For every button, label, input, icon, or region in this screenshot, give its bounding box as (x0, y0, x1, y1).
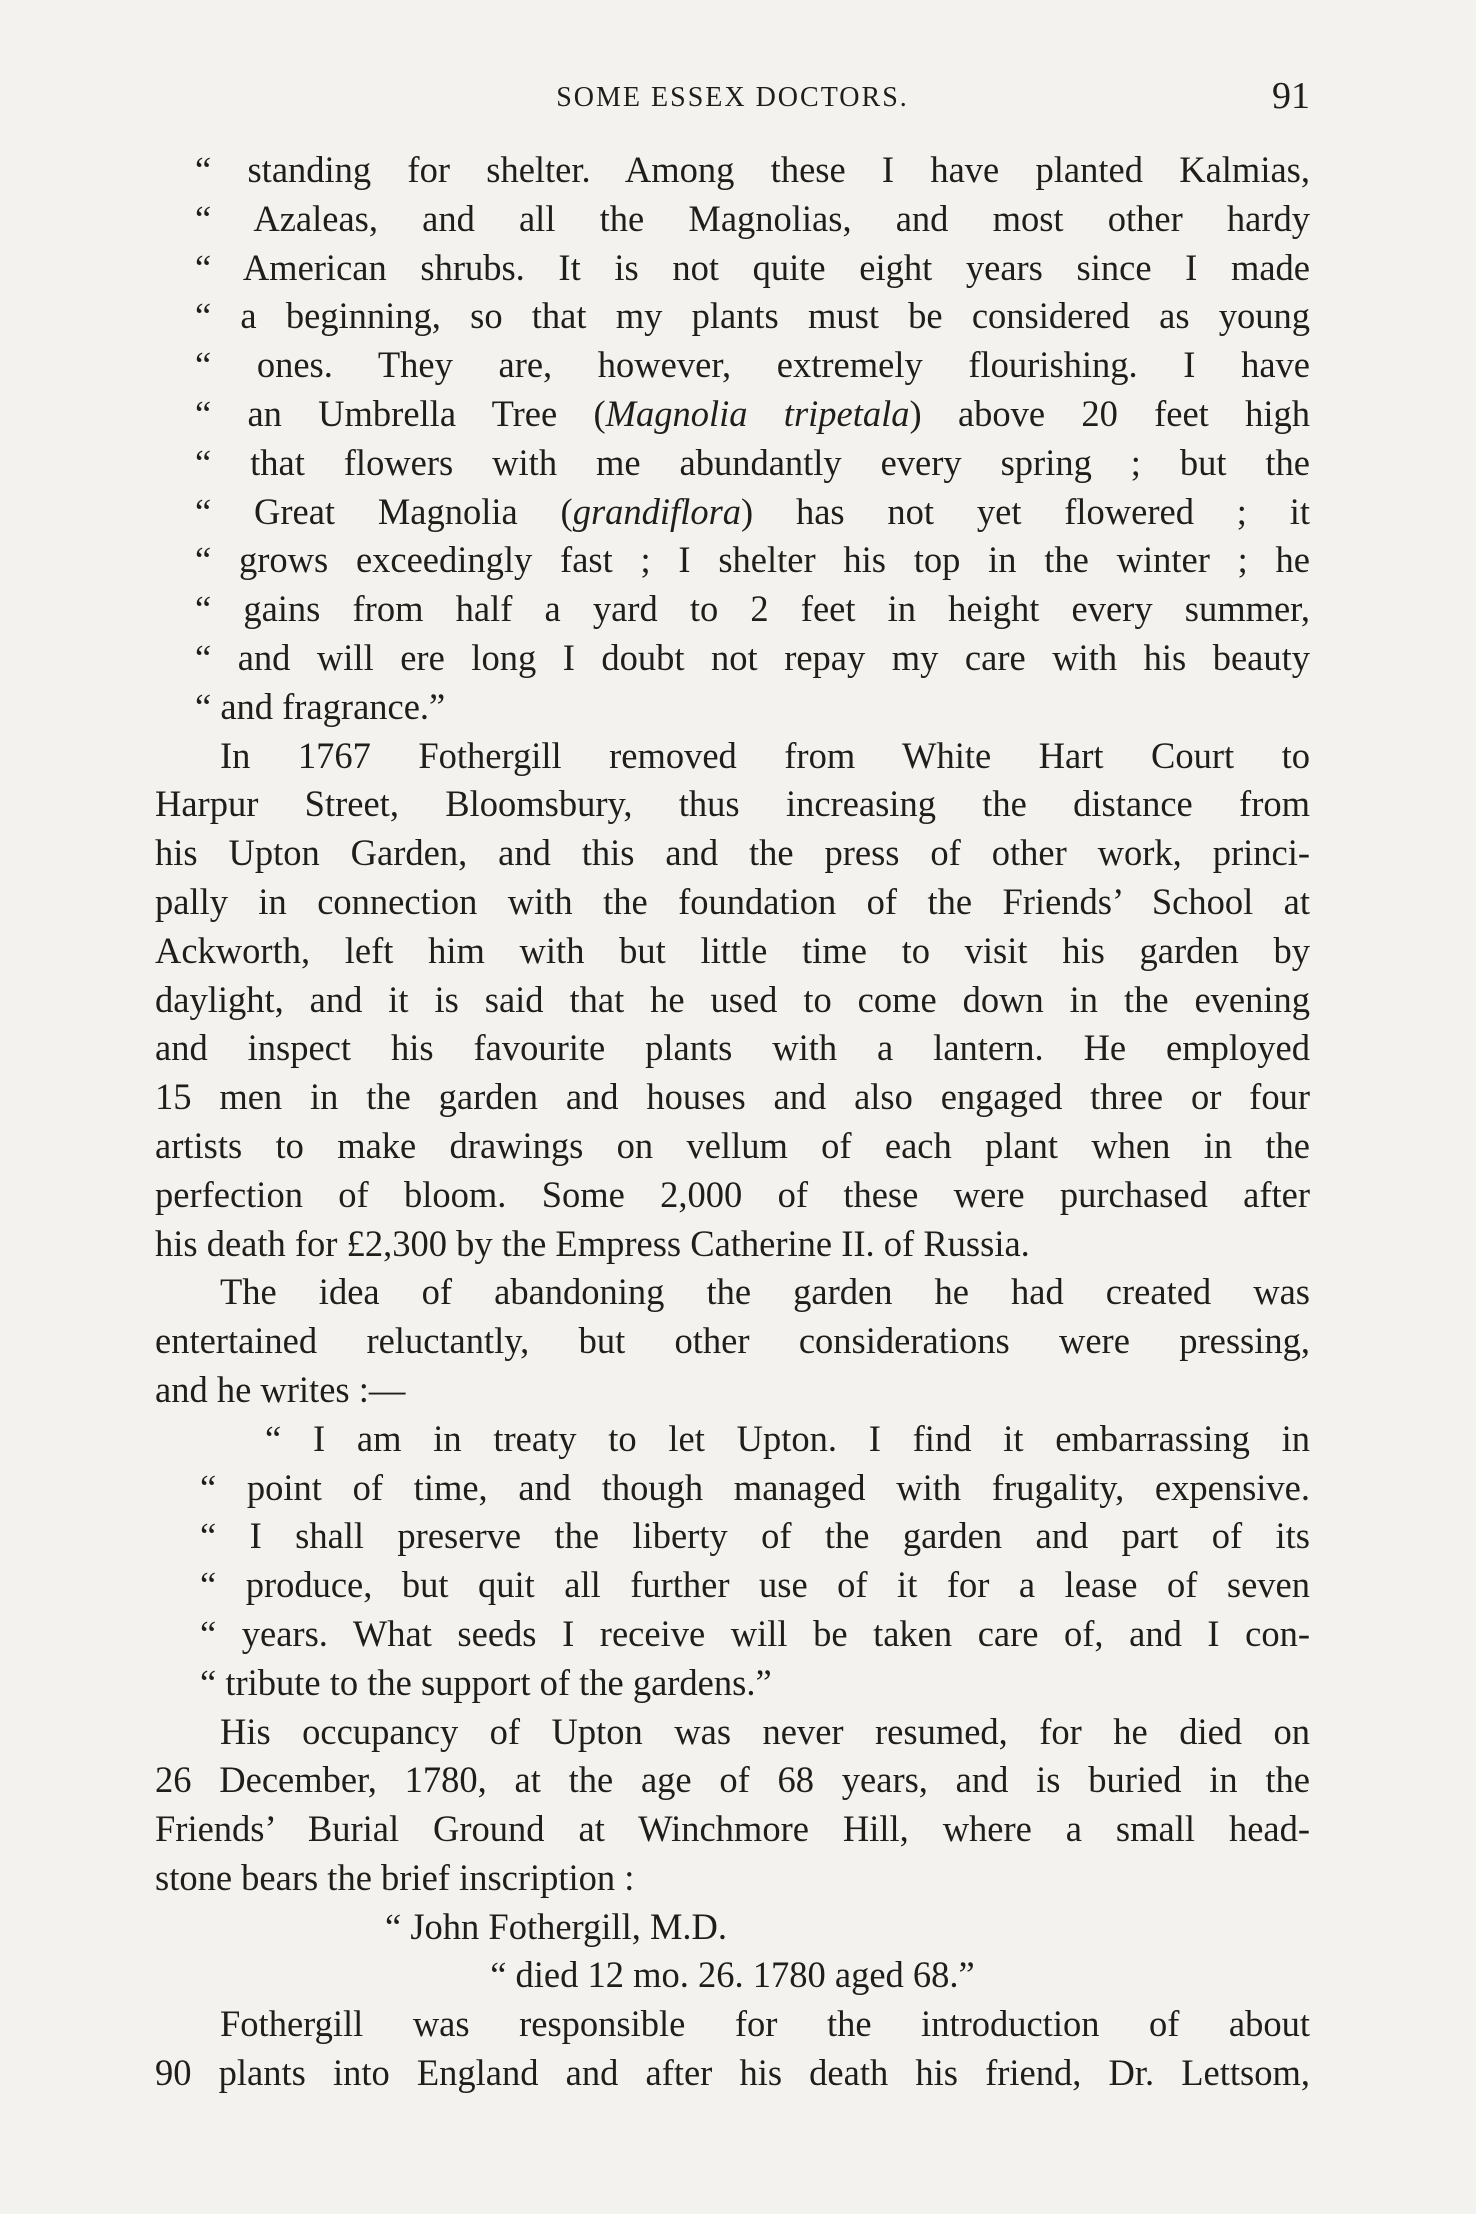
text-line: “ ones. They are, however, extremely flourishing. I have (195, 344, 1310, 386)
text-line: “ that flowers with me abundantly every spring ; but the (195, 441, 1310, 483)
text-line: “ standing for shelter. Among these I have planted Kalmias, (195, 149, 1310, 190)
text-line: “ and will ere long I doubt not repay my care with his beauty (195, 636, 1310, 678)
text-line-italic (155, 488, 1310, 537)
text-line: pally in connection with the foundation of the Friends’ School at (155, 880, 1310, 922)
text-line: “ tribute to the support of the gardens.” (200, 1661, 772, 1703)
quote-start: “ I am in treaty to let Upton. I find it embarrassing in (265, 1417, 1310, 1459)
paragraph-start: In 1767 Fothergill removed from White Hart Court to (220, 734, 1310, 776)
text-run: ) has not yet flowered ; it (741, 490, 1310, 532)
text-run: “ Great Magnolia ( (195, 490, 573, 532)
text-run: ) above 20 feet high (909, 392, 1310, 434)
text-line: perfection of bloom. Some 2,000 of these were purchased after (155, 1173, 1310, 1215)
page-header (155, 74, 1310, 124)
text-line: “ years. What seeds I receive will be taken care of, and I con- (200, 1612, 1310, 1654)
page-body (155, 146, 1310, 2098)
text-line: entertained reluctantly, but other considerations were pressing, (155, 1320, 1310, 1362)
text-line: daylight, and it is said that he used to come down in the evening (155, 978, 1310, 1020)
paragraph-start: His occupancy of Upton was never resumed, for he died on (220, 1710, 1310, 1752)
text-line: Friends’ Burial Ground at Winchmore Hill, where a small head- (155, 1808, 1310, 1850)
page-number: 91 (1272, 75, 1310, 117)
italic-text: grandiflora (572, 490, 742, 532)
text-line: and inspect his favourite plants with a lantern. He employed (155, 1027, 1310, 1069)
paragraph-start: The idea of abandoning the garden he had created was (220, 1271, 1310, 1313)
text-line: “ point of time, and though managed with frugality, expensive. (200, 1466, 1310, 1508)
text-line: his death for £2,300 by the Empress Catherine II. of Russia. (155, 1222, 1030, 1264)
text-line: 90 plants into England and after his death his friend, Dr. Lettsom, (155, 2052, 1310, 2094)
text-line-italic (155, 390, 1310, 439)
inscription-line: “ died 12 mo. 26. 1780 aged 68.” (490, 1954, 975, 1996)
text-line: 26 December, 1780, at the age of 68 years, and is buried in the (155, 1759, 1310, 1801)
text-line: Ackworth, left him with but little time to visit his garden by (155, 929, 1310, 971)
text-line: “ grows exceedingly fast ; I shelter his top in the winter ; he (195, 539, 1310, 581)
text-run: “ an Umbrella Tree ( (195, 392, 606, 434)
running-title: SOME ESSEX DOCTORS. (556, 82, 909, 113)
paragraph-start: Fothergill was responsible for the introduction of about (220, 2003, 1310, 2045)
text-line: his Upton Garden, and this and the press of other work, princi- (155, 832, 1310, 874)
italic-text: Magnolia tripetala (605, 392, 910, 434)
text-line: “ a beginning, so that my plants must be considered as young (195, 295, 1310, 337)
text-line: 15 men in the garden and houses and also engaged three or four (155, 1076, 1310, 1118)
text-line: artists to make drawings on vellum of each plant when in the (155, 1124, 1310, 1166)
text-line: “ Azaleas, and all the Magnolias, and most other hardy (195, 197, 1310, 239)
text-line: “ gains from half a yard to 2 feet in height every summer, (195, 588, 1310, 630)
text-line: “ American shrubs. It is not quite eight years since I made (195, 246, 1310, 288)
text-line: and he writes :— (155, 1368, 406, 1410)
text-line: “ I shall preserve the liberty of the garden and part of its (200, 1515, 1310, 1557)
text-line: “ and fragrance.” (195, 685, 446, 727)
inscription-line: “ John Fothergill, M.D. (385, 1905, 728, 1947)
text-line: “ produce, but quit all further use of it for a lease of seven (200, 1564, 1310, 1606)
text-line: Harpur Street, Bloomsbury, thus increasing the distance from (155, 783, 1310, 825)
text-line: stone bears the brief inscription : (155, 1856, 635, 1898)
